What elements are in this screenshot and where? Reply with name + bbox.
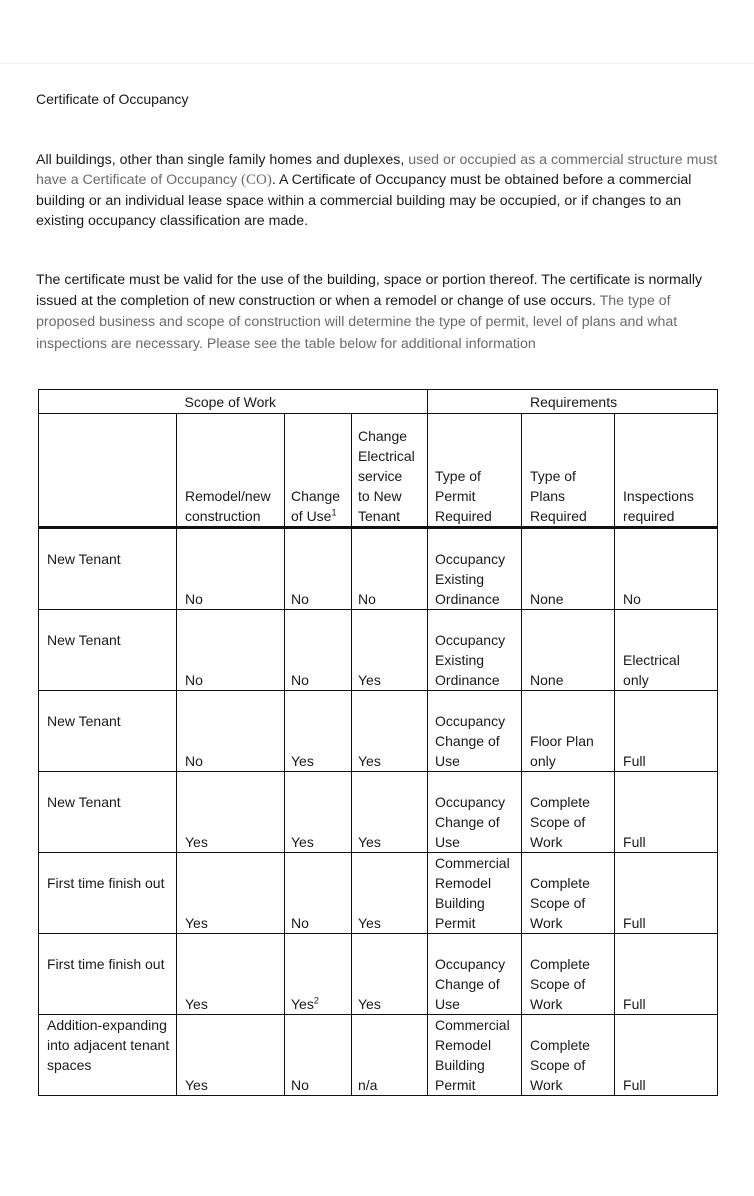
cell-remodel: No <box>177 528 285 610</box>
table-row <box>39 934 718 1015</box>
cell-change-of-use <box>285 610 352 691</box>
row-label: New Tenant <box>39 528 177 610</box>
cell-inspections <box>615 528 718 610</box>
cell-plans-type-line: Complete <box>530 1037 590 1053</box>
cell-permit-type-line: Existing <box>435 571 485 587</box>
cell-electrical: n/a <box>352 1015 428 1096</box>
header-plans-l2: Plans <box>530 488 566 504</box>
header-remodel <box>177 414 285 528</box>
cell-inspections <box>615 853 718 934</box>
cell-electrical: Yes <box>352 934 428 1015</box>
header-elec-l4: to New <box>358 488 402 504</box>
cell-permit-type-line: Use <box>435 834 460 850</box>
table-row <box>39 610 718 691</box>
cell-plans-type-line: None <box>530 591 564 607</box>
cell-plans-type-line: Scope of <box>530 814 586 830</box>
column-header-row <box>39 414 718 528</box>
header-permit-l1: Type of <box>435 468 481 484</box>
cell-plans-type-line: Scope of <box>530 895 586 911</box>
cell-remodel: Yes <box>177 772 285 853</box>
header-permit-l3: Required <box>435 508 492 524</box>
cell-permit-type <box>428 853 522 934</box>
cell-permit-type-line: Remodel <box>435 1037 492 1053</box>
cell-remodel: Yes <box>177 1015 285 1096</box>
occupancy-requirements-table <box>38 389 718 1096</box>
row-label: First time finish out <box>39 853 177 934</box>
table-row <box>39 853 718 934</box>
cell-permit-type-line: Commercial <box>435 1017 510 1033</box>
header-permit <box>428 414 522 528</box>
group-header-row <box>39 390 718 414</box>
cell-inspections-line: Electrical <box>623 652 680 668</box>
cell-electrical: Yes <box>352 691 428 772</box>
table-row <box>39 1015 718 1096</box>
cell-permit-type-line: Commercial <box>435 855 510 871</box>
cell-change-of-use <box>285 772 352 853</box>
cell-permit-type-line: Occupancy <box>435 956 506 972</box>
cell-inspections-line: Full <box>623 834 646 850</box>
cell-permit-type-line: Use <box>435 996 460 1012</box>
cell-remodel: No <box>177 691 285 772</box>
cell-inspections <box>615 934 718 1015</box>
cell-inspections-line: Full <box>623 915 646 931</box>
header-change-l2 <box>291 506 345 526</box>
cell-inspections <box>615 610 718 691</box>
header-plans <box>522 414 615 528</box>
cell-plans-type-line: only <box>530 753 556 769</box>
cell-inspections-line: No <box>623 591 641 607</box>
validity-paragraph <box>36 270 726 355</box>
cell-plans-type <box>522 934 615 1015</box>
cell-inspections-line: Full <box>623 1077 646 1093</box>
cell-plans-type <box>522 772 615 853</box>
header-remodel-l2: construction <box>185 508 261 524</box>
cell-plans-type <box>522 853 615 934</box>
header-insp-l1: Inspections <box>623 488 694 504</box>
cell-electrical: Yes <box>352 610 428 691</box>
cell-permit-type-line: Occupancy <box>435 632 506 648</box>
cell-inspections-line: only <box>623 672 649 688</box>
cell-electrical: Yes <box>352 853 428 934</box>
header-remodel-l1: Remodel/new <box>185 488 271 504</box>
cell-permit-type-line: Permit <box>435 1077 476 1093</box>
cell-change-of-use <box>285 934 352 1015</box>
cell-change-of-use <box>285 853 352 934</box>
cell-permit-type-line: Occupancy <box>435 713 506 729</box>
cell-permit-type-line: Remodel <box>435 875 492 891</box>
cell-plans-type <box>522 610 615 691</box>
cell-permit-type-line: Building <box>435 1057 485 1073</box>
header-elec-l5: Tenant <box>358 508 401 524</box>
group-header-blank <box>39 390 177 414</box>
header-electrical <box>352 414 428 528</box>
cell-change-value: Yes <box>291 834 314 850</box>
table-row <box>39 772 718 853</box>
cell-remodel: Yes <box>177 853 285 934</box>
cell-change-value: Yes <box>291 996 314 1012</box>
cell-plans-type-line: Complete <box>530 875 590 891</box>
cell-permit-type <box>428 934 522 1015</box>
cell-permit-type-line: Ordinance <box>435 672 500 688</box>
cell-plans-type-line: Complete <box>530 956 590 972</box>
cell-inspections-line: Full <box>623 753 646 769</box>
header-blank <box>39 414 177 528</box>
cell-plans-type-line: Scope of <box>530 976 586 992</box>
cell-inspections <box>615 772 718 853</box>
cell-permit-type-line: Change of <box>435 814 500 830</box>
cell-change-value: No <box>291 915 309 931</box>
page-title: Certificate of Occupancy <box>36 91 189 107</box>
cell-permit-type-line: Change of <box>435 733 500 749</box>
cell-permit-type-line: Occupancy <box>435 794 506 810</box>
cell-change-value: No <box>291 1077 309 1093</box>
header-elec-l3: service <box>358 468 403 484</box>
header-elec-l1: Change <box>358 428 408 444</box>
page-top-rule <box>0 63 754 64</box>
header-change-l1: Change <box>291 488 341 504</box>
table-row <box>39 691 718 772</box>
cell-change-value: No <box>291 672 309 688</box>
footnote-2-marker: 2 <box>313 995 319 1006</box>
cell-plans-type-line: Work <box>530 834 563 850</box>
cell-plans-type-line: Work <box>530 1077 563 1093</box>
cell-plans-type-line: Work <box>530 915 563 931</box>
cell-permit-type-line: Occupancy <box>435 551 506 567</box>
group-requirements: Requirements <box>428 390 718 414</box>
header-plans-l1: Type of <box>530 468 576 484</box>
intro-text-co: (CO) <box>241 172 272 189</box>
header-permit-l2: Permit <box>435 488 476 504</box>
header-inspections <box>615 414 718 528</box>
cell-change-of-use <box>285 528 352 610</box>
table-row <box>39 528 718 610</box>
cell-electrical: No <box>352 528 428 610</box>
intro-text-a: All buildings, other than single family homes and duplexes, <box>36 152 409 168</box>
cell-plans-type-line: Work <box>530 996 563 1012</box>
row-label: First time finish out <box>39 934 177 1015</box>
cell-permit-type <box>428 772 522 853</box>
cell-permit-type <box>428 1015 522 1096</box>
row-label: New Tenant <box>39 691 177 772</box>
cell-permit-type <box>428 691 522 772</box>
cell-change-of-use <box>285 1015 352 1096</box>
cell-plans-type-line: Scope of <box>530 1057 586 1073</box>
row-label: Addition-expanding into adjacent tenant spaces <box>39 1015 177 1096</box>
cell-plans-type-line: None <box>530 672 564 688</box>
cell-permit-type <box>428 528 522 610</box>
cell-plans-type <box>522 528 615 610</box>
cell-permit-type-line: Use <box>435 753 460 769</box>
cell-plans-type-line: Complete <box>530 794 590 810</box>
cell-inspections-line: Full <box>623 996 646 1012</box>
intro-paragraph <box>36 150 726 231</box>
cell-inspections <box>615 1015 718 1096</box>
cell-change-value: No <box>291 591 309 607</box>
cell-remodel: Yes <box>177 934 285 1015</box>
cell-remodel: No <box>177 610 285 691</box>
footnote-1-marker: 1 <box>331 507 337 518</box>
cell-permit-type-line: Building <box>435 895 485 911</box>
cell-plans-type <box>522 1015 615 1096</box>
validity-text-a: The certificate must be valid for the use of the building, space or portion thereof. The certificate is normally issued at the completion of new construction or when a remodel or change of use occurs. <box>36 272 703 310</box>
cell-inspections <box>615 691 718 772</box>
cell-permit-type-line: Existing <box>435 652 485 668</box>
cell-plans-type-line: Floor Plan <box>530 733 594 749</box>
cell-electrical: Yes <box>352 772 428 853</box>
intro-text-d: . A Certificate of Occupancy must be obtained before a commercial building or an individual lease space within a commercial building may be occupied, or if changes to an existing occupancy classification are made. <box>36 172 692 229</box>
row-label: New Tenant <box>39 610 177 691</box>
cell-permit-type <box>428 610 522 691</box>
row-label: New Tenant <box>39 772 177 853</box>
cell-permit-type-line: Change of <box>435 976 500 992</box>
intro-text-b: used or occupied as a commercial structure must have a Certificate of Occupancy <box>36 152 718 189</box>
cell-permit-type-line: Permit <box>435 915 476 931</box>
header-elec-l2: Electrical <box>358 448 415 464</box>
group-scope-of-work: Scope of Work <box>177 390 428 414</box>
header-plans-l3: Required <box>530 508 587 524</box>
cell-change-of-use <box>285 691 352 772</box>
cell-permit-type-line: Ordinance <box>435 591 500 607</box>
header-change-l2-text: of Use <box>291 508 332 524</box>
validity-text-b: The type of proposed business and scope of construction will determine the type of permit, level of plans and what inspections are necessary. Please see the table below for additional information <box>36 293 678 352</box>
cell-change-value: Yes <box>291 753 314 769</box>
header-insp-l2: required <box>623 508 675 524</box>
cell-plans-type <box>522 691 615 772</box>
header-change-of-use <box>285 414 352 528</box>
